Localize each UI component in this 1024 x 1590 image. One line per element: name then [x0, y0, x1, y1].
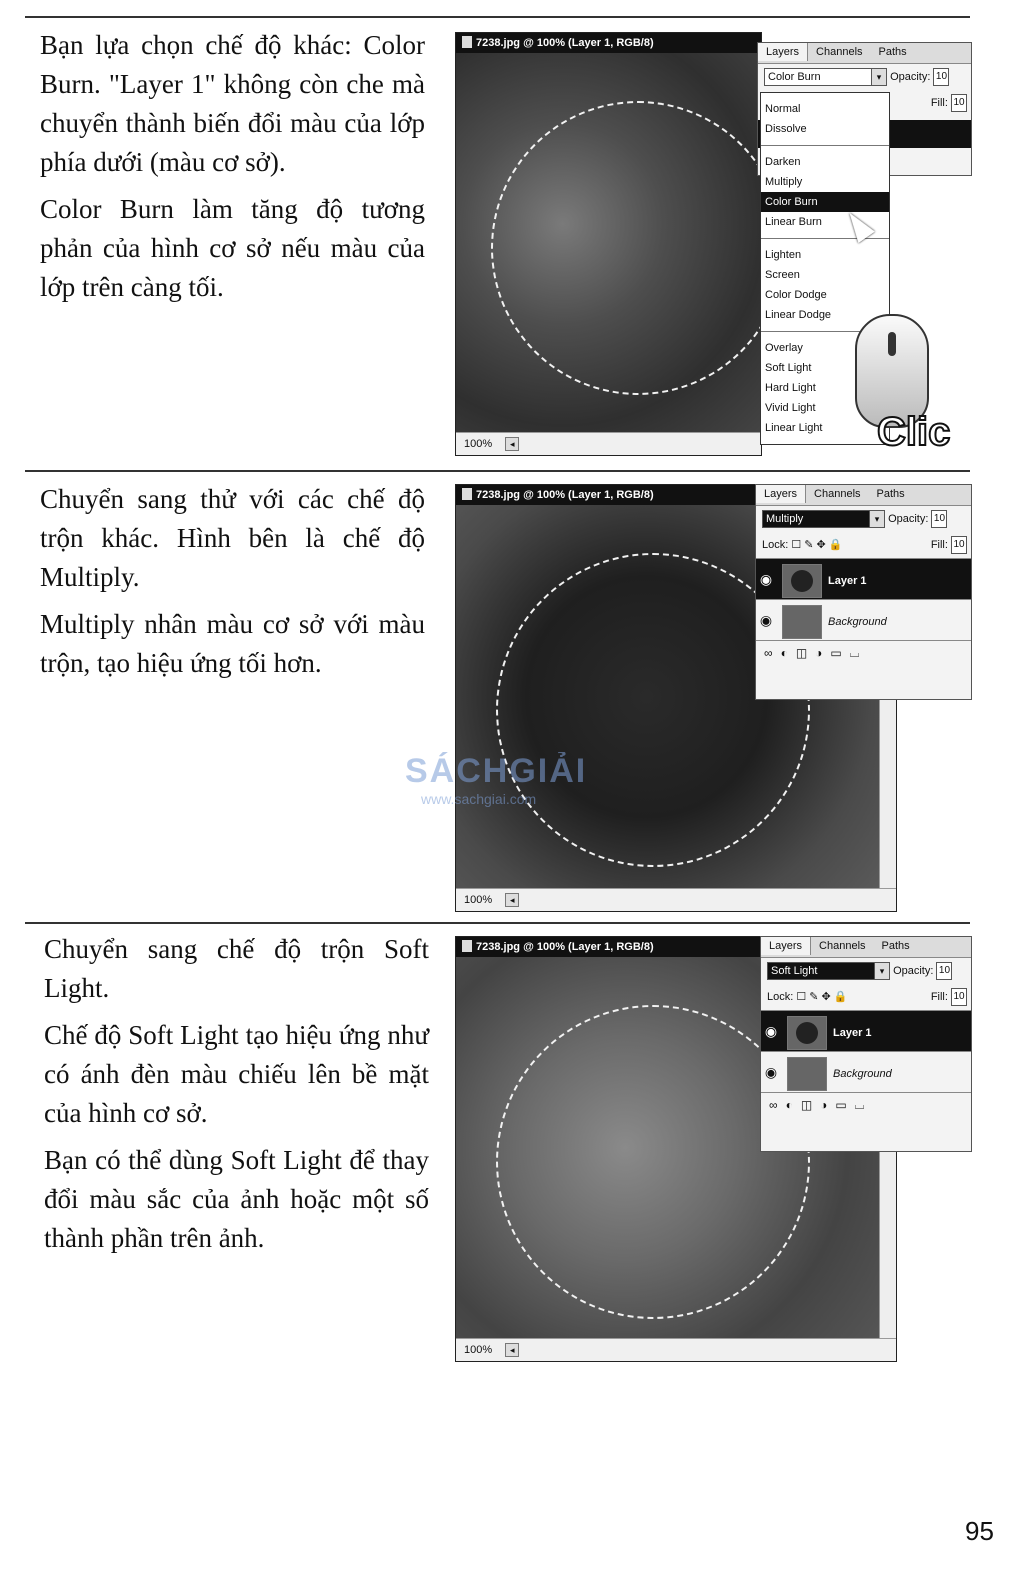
opacity-input[interactable]: 10 [931, 510, 947, 528]
folder-icon[interactable]: ▭ [830, 646, 850, 660]
window-title: 7238.jpg @ 100% (Layer 1, RGB/8) [476, 489, 654, 501]
layer-name: Background [833, 1068, 892, 1080]
trash-icon[interactable]: ⌴ [849, 646, 868, 660]
folder-icon[interactable]: ▭ [835, 1098, 855, 1112]
blend-mode-select[interactable] [764, 68, 887, 86]
click-label: Clic [877, 410, 951, 454]
opacity-input[interactable]: 10 [933, 68, 949, 86]
chevron-down-icon: ▾ [871, 69, 886, 85]
trash-icon[interactable]: ⌴ [854, 1098, 873, 1112]
menu-item-normal[interactable]: Normal [765, 103, 801, 115]
zoom-level: 100% [464, 438, 493, 450]
blend-row [761, 958, 971, 984]
fill-label: Fill: [930, 97, 948, 109]
menu-item-linear-light[interactable]: Linear Light [765, 422, 823, 434]
fx-icon[interactable]: ◐ [780, 646, 796, 660]
menu-item-color-burn[interactable]: Color Burn [761, 192, 889, 212]
layer-name: Layer 1 [828, 575, 867, 587]
blend-mode-value: Soft Light [771, 965, 818, 978]
menu-item-soft-light[interactable]: Soft Light [765, 362, 812, 374]
mask-icon[interactable]: ◫ [795, 646, 816, 660]
fill-input[interactable]: 10 [951, 988, 967, 1006]
layer-row-background[interactable] [756, 599, 971, 640]
scroll-left-icon[interactable]: ◂ [505, 437, 519, 451]
status-bar [456, 432, 761, 455]
scroll-left-icon[interactable]: ◂ [505, 1343, 519, 1357]
mask-icon[interactable]: ◫ [800, 1098, 821, 1112]
window-titlebar[interactable] [456, 33, 761, 53]
fill-label: Fill: [930, 991, 948, 1003]
opacity-label: Opacity: [893, 965, 934, 977]
document-icon [462, 488, 472, 500]
section-color-burn [0, 0, 1024, 470]
scroll-left-icon[interactable]: ◂ [505, 893, 519, 907]
window-title: 7238.jpg @ 100% (Layer 1, RGB/8) [476, 941, 654, 953]
lock-icons[interactable]: ☐✎✥🔒 [796, 991, 851, 1003]
fx-icon[interactable]: ◐ [785, 1098, 801, 1112]
page-number: 95 [965, 1516, 994, 1546]
lock-label: Lock: [767, 991, 794, 1003]
tomato-photo [456, 53, 761, 433]
layer-thumbnail [787, 1016, 827, 1050]
section-1-screenshot [455, 32, 970, 460]
menu-item-darken[interactable]: Darken [765, 156, 801, 168]
section-2-paragraph-1: Chuyển sang thử với các chế độ trộn khác. Hình bên là chế độ Multiply. [40, 484, 425, 592]
tab-channels[interactable]: Channels [814, 488, 861, 500]
layer-name: Layer 1 [833, 1027, 872, 1039]
image-window [455, 32, 762, 456]
section-1-text [40, 26, 425, 315]
menu-group-normal [761, 93, 889, 146]
lock-row [756, 532, 971, 558]
menu-item-overlay[interactable]: Overlay [765, 342, 803, 354]
circular-selection [491, 101, 762, 395]
menu-item-dissolve[interactable]: Dissolve [765, 123, 807, 135]
menu-item-multiply[interactable]: Multiply [765, 176, 803, 188]
section-3-screenshot [455, 936, 970, 1366]
red-circle-thumbnail [791, 570, 813, 592]
section-multiply [0, 470, 1024, 922]
fill-group [931, 532, 971, 558]
zoom-level: 100% [464, 894, 493, 906]
zoom-level: 100% [464, 1344, 493, 1356]
blend-row [758, 64, 971, 90]
section-3-text [44, 930, 429, 1266]
tab-paths[interactable]: Paths [881, 940, 910, 952]
eye-icon[interactable]: ◉ [764, 1064, 778, 1080]
panel-tabs [756, 485, 971, 506]
blend-mode-select[interactable] [762, 510, 885, 528]
lock-label: Lock: [762, 539, 789, 551]
section-3-paragraph-1: Chuyển sang chế độ trộn Soft Light. [44, 934, 429, 1003]
menu-item-color-dodge[interactable]: Color Dodge [765, 289, 827, 301]
chevron-down-icon: ▾ [874, 963, 889, 979]
menu-item-linear-burn[interactable]: Linear Burn [765, 216, 822, 228]
menu-item-vivid-light[interactable]: Vivid Light [765, 402, 816, 414]
section-2-paragraph-2: Multiply nhân màu cơ sở với màu trộn, tạo hiệu ứng tối hơn. [40, 609, 425, 678]
tab-channels[interactable]: Channels [819, 940, 866, 952]
tab-paths[interactable]: Paths [878, 46, 907, 58]
blend-mode-value: Color Burn [768, 71, 821, 84]
watermark-url: www.sachgiai.com [421, 791, 537, 807]
window-title: 7238.jpg @ 100% (Layer 1, RGB/8) [476, 37, 654, 49]
section-1-paragraph-1: Bạn lựa chọn chế độ khác: Color Burn. "Layer 1" không còn che mà chuyển thành biến đổi màu của lớp phía dưới (màu cơ sở). [40, 30, 425, 177]
section-2-screenshot [455, 484, 970, 914]
eye-icon[interactable]: ◉ [759, 571, 773, 587]
layer-thumbnail [782, 564, 822, 598]
layer-row-layer-1[interactable] [756, 558, 971, 599]
eye-icon[interactable]: ◉ [759, 612, 773, 628]
tab-layers[interactable]: Layers [756, 485, 806, 503]
lock-icons[interactable]: ☐✎✥🔒 [791, 539, 846, 551]
red-circle-thumbnail [796, 1022, 818, 1044]
layers-panel [760, 936, 972, 1152]
tab-layers[interactable]: Layers [758, 43, 808, 61]
tab-paths[interactable]: Paths [876, 488, 905, 500]
menu-item-hard-light[interactable]: Hard Light [765, 382, 816, 394]
fill-input[interactable]: 10 [951, 536, 967, 554]
panel-tabs [758, 43, 971, 64]
section-3-paragraph-3: Bạn có thể dùng Soft Light để thay đổi màu sắc của ảnh hoặc một số thành phần trên ảnh. [44, 1145, 429, 1253]
link-icon[interactable]: ∞ [764, 646, 781, 660]
layer-row-layer-1[interactable] [761, 1010, 971, 1051]
menu-item-lighten[interactable]: Lighten [765, 249, 802, 261]
tab-channels[interactable]: Channels [816, 46, 863, 58]
section-3-paragraph-2: Chế độ Soft Light tạo hiệu ứng như có ánh đèn màu chiếu lên bề mặt của hình cơ sở. [44, 1020, 429, 1128]
section-2-text [40, 480, 425, 691]
mouse-wheel-icon [888, 332, 896, 356]
menu-item-screen[interactable]: Screen [765, 269, 800, 281]
adjustment-icon[interactable]: ◑ [815, 646, 831, 660]
menu-group-lighten [761, 239, 889, 332]
layers-panel [755, 484, 972, 700]
lock-row [761, 984, 971, 1010]
layer-thumbnail [787, 1057, 827, 1091]
panel-footer-toolbar [756, 640, 971, 665]
blend-mode-value: Multiply [766, 513, 804, 526]
panel-footer-toolbar [761, 1092, 971, 1117]
link-icon[interactable]: ∞ [769, 1098, 786, 1112]
menu-item-linear-dodge[interactable]: Linear Dodge [765, 309, 832, 321]
chevron-down-icon: ▾ [869, 511, 884, 527]
layer-thumbnail [782, 605, 822, 639]
eye-icon[interactable]: ◉ [764, 1023, 778, 1039]
adjustment-icon[interactable]: ◑ [820, 1098, 836, 1112]
status-bar [456, 888, 896, 911]
fill-label: Fill: [930, 539, 948, 551]
section-1-paragraph-2: Color Burn làm tăng độ tương phản của hình cơ sở nếu màu của lớp trên càng tối. [40, 194, 425, 302]
watermark-logo: SÁCHGIẢI [405, 752, 588, 790]
section-soft-light [0, 922, 1024, 1372]
layer-name: Background [828, 616, 887, 628]
opacity-input[interactable]: 10 [936, 962, 952, 980]
tab-layers[interactable]: Layers [761, 937, 811, 955]
layer-row-background[interactable] [761, 1051, 971, 1092]
blend-mode-select[interactable] [767, 962, 890, 980]
blend-row [756, 506, 971, 532]
panel-tabs [761, 937, 971, 958]
opacity-label: Opacity: [888, 513, 929, 525]
document-icon [462, 940, 472, 952]
fill-input[interactable]: 10 [951, 94, 967, 112]
document-icon [462, 36, 472, 48]
fill-group [931, 984, 971, 1010]
watermark [405, 752, 587, 807]
status-bar [456, 1338, 896, 1361]
opacity-label: Opacity: [890, 71, 931, 83]
